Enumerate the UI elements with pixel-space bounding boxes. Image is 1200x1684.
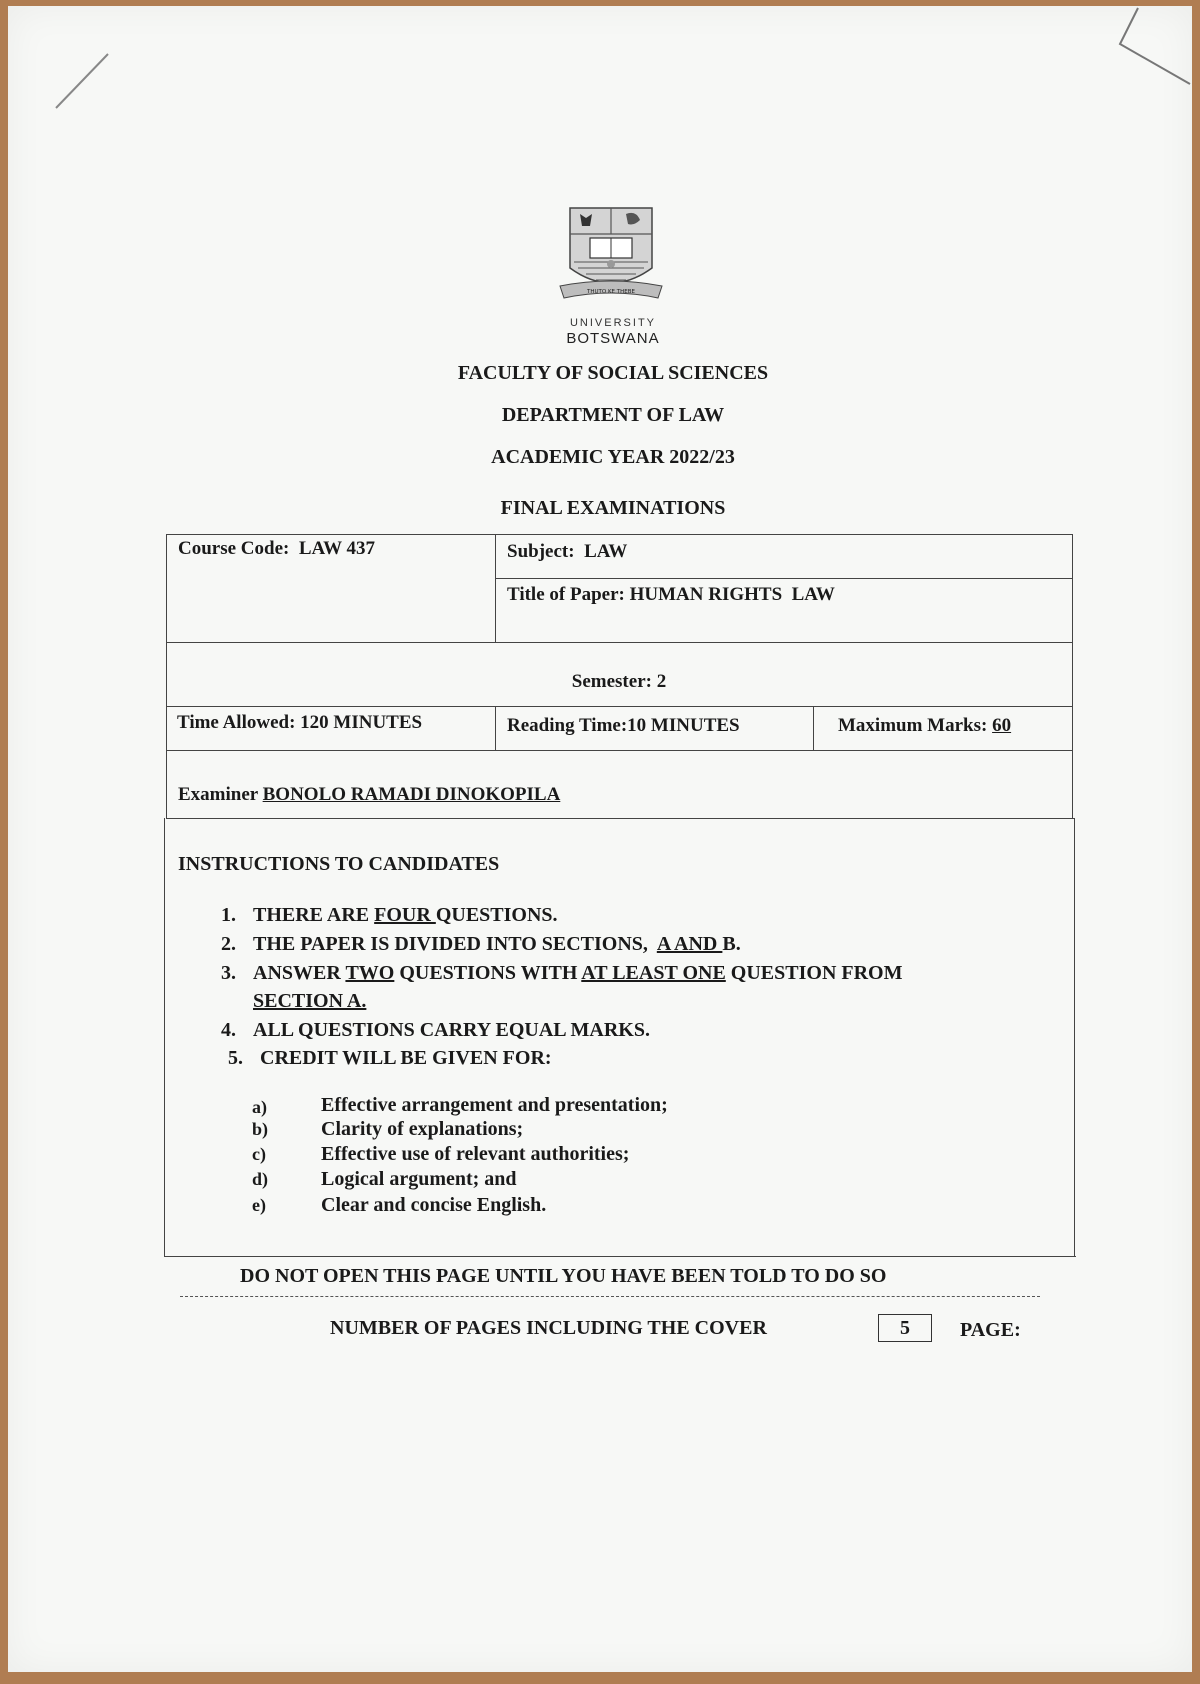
table-border-left-lower bbox=[164, 818, 165, 1256]
item-number: 1. bbox=[221, 904, 236, 926]
instruction-item-4: ALL QUESTIONS CARRY EQUAL MARKS. bbox=[253, 1019, 650, 1041]
examiner-cell bbox=[178, 784, 560, 806]
corner-fold-mark bbox=[1108, 6, 1192, 96]
semester-value: Semester: 2 bbox=[571, 671, 667, 692]
table-border-right bbox=[1072, 534, 1073, 818]
pen-mark bbox=[48, 46, 118, 116]
maximum-marks-value: 60 bbox=[992, 715, 1012, 736]
instruction-item-3: ANSWER TWO QUESTIONS WITH AT LEAST ONE QUESTION FROM bbox=[253, 962, 903, 984]
table-rule-semester bbox=[166, 706, 1072, 707]
subject-cell bbox=[507, 541, 627, 563]
credit-item: Logical argument; and bbox=[321, 1168, 517, 1190]
subject-label: Subject: bbox=[507, 541, 575, 562]
instruction-item-3-continued: SECTION A. bbox=[253, 990, 367, 1012]
academic-year-heading: ACADEMIC YEAR 2022/23 bbox=[491, 446, 735, 468]
time-allowed-cell: Time Allowed: 120 MINUTES bbox=[177, 712, 423, 733]
paper-title-value: HUMAN RIGHTS LAW bbox=[629, 584, 835, 605]
table-col-divider-marks bbox=[813, 706, 814, 750]
do-not-open-warning: DO NOT OPEN THIS PAGE UNTIL YOU HAVE BEEN TOLD TO DO SO bbox=[240, 1265, 887, 1287]
item-number: 4. bbox=[221, 1019, 236, 1041]
instructions-heading: INSTRUCTIONS TO CANDIDATES bbox=[178, 853, 500, 875]
credit-letter: b) bbox=[252, 1119, 269, 1139]
table-col-divider-time bbox=[495, 706, 496, 750]
svg-text:THUTO KE THEBE: THUTO KE THEBE bbox=[586, 289, 636, 295]
course-code-label: Course Code: bbox=[178, 538, 290, 559]
table-rule-time bbox=[166, 750, 1072, 751]
item-number: 2. bbox=[221, 933, 236, 955]
pages-count-label: NUMBER OF PAGES INCLUDING THE COVER bbox=[330, 1317, 767, 1339]
item-number: 3. bbox=[221, 962, 236, 984]
table-rule-subject bbox=[495, 578, 1072, 579]
table-border-top bbox=[166, 534, 1072, 535]
table-rule-examiner bbox=[166, 818, 1074, 819]
university-crest-logo bbox=[556, 206, 666, 310]
credit-item: Clarity of explanations; bbox=[321, 1118, 524, 1140]
table-border-bottom bbox=[164, 1256, 1076, 1257]
subject-value: LAW bbox=[584, 541, 628, 562]
university-name-line1: UNIVERSITY bbox=[569, 317, 656, 329]
paper-title-label: Title of Paper: bbox=[507, 584, 625, 605]
examiner-name: BONOLO RAMADI DINOKOPILA bbox=[262, 784, 561, 805]
item-number: 5. bbox=[228, 1047, 243, 1069]
instruction-item-5: CREDIT WILL BE GIVEN FOR: bbox=[260, 1047, 552, 1069]
semester-cell bbox=[166, 671, 1072, 693]
course-code-cell bbox=[178, 538, 375, 560]
credit-item: Clear and concise English. bbox=[321, 1194, 547, 1216]
table-border-right-lower bbox=[1074, 818, 1075, 1256]
department-heading: DEPARTMENT OF LAW bbox=[501, 404, 725, 426]
university-name-line2: BOTSWANA bbox=[566, 330, 660, 347]
credit-letter: e) bbox=[252, 1195, 266, 1215]
exam-cover-sheet bbox=[8, 6, 1192, 1672]
credit-item: Effective arrangement and presentation; bbox=[321, 1094, 668, 1116]
page-label: PAGE: bbox=[960, 1319, 1021, 1341]
reading-time-cell: Reading Time:10 MINUTES bbox=[507, 715, 740, 736]
table-rule-title bbox=[166, 642, 1072, 643]
credit-letter: d) bbox=[252, 1169, 269, 1189]
dashed-separator bbox=[180, 1296, 1040, 1297]
instruction-item-1: THERE ARE FOUR QUESTIONS. bbox=[253, 904, 558, 926]
credit-letter: c) bbox=[252, 1144, 266, 1164]
credit-letter: a) bbox=[252, 1097, 267, 1117]
credit-item: Effective use of relevant authorities; bbox=[321, 1143, 630, 1165]
exam-type-heading: FINAL EXAMINATIONS bbox=[500, 497, 726, 519]
instruction-item-2: THE PAPER IS DIVIDED INTO SECTIONS, A AND B. bbox=[253, 933, 741, 955]
maximum-marks-cell bbox=[838, 715, 1011, 737]
course-code-value: LAW 437 bbox=[298, 538, 376, 559]
table-col-divider-top bbox=[495, 534, 496, 642]
faculty-heading: FACULTY OF SOCIAL SCIENCES bbox=[457, 362, 769, 384]
maximum-marks-label: Maximum Marks: bbox=[838, 715, 988, 736]
examiner-label: Examiner bbox=[178, 784, 258, 805]
pages-count-box: 5 bbox=[878, 1314, 932, 1342]
paper-title-cell bbox=[507, 584, 835, 606]
